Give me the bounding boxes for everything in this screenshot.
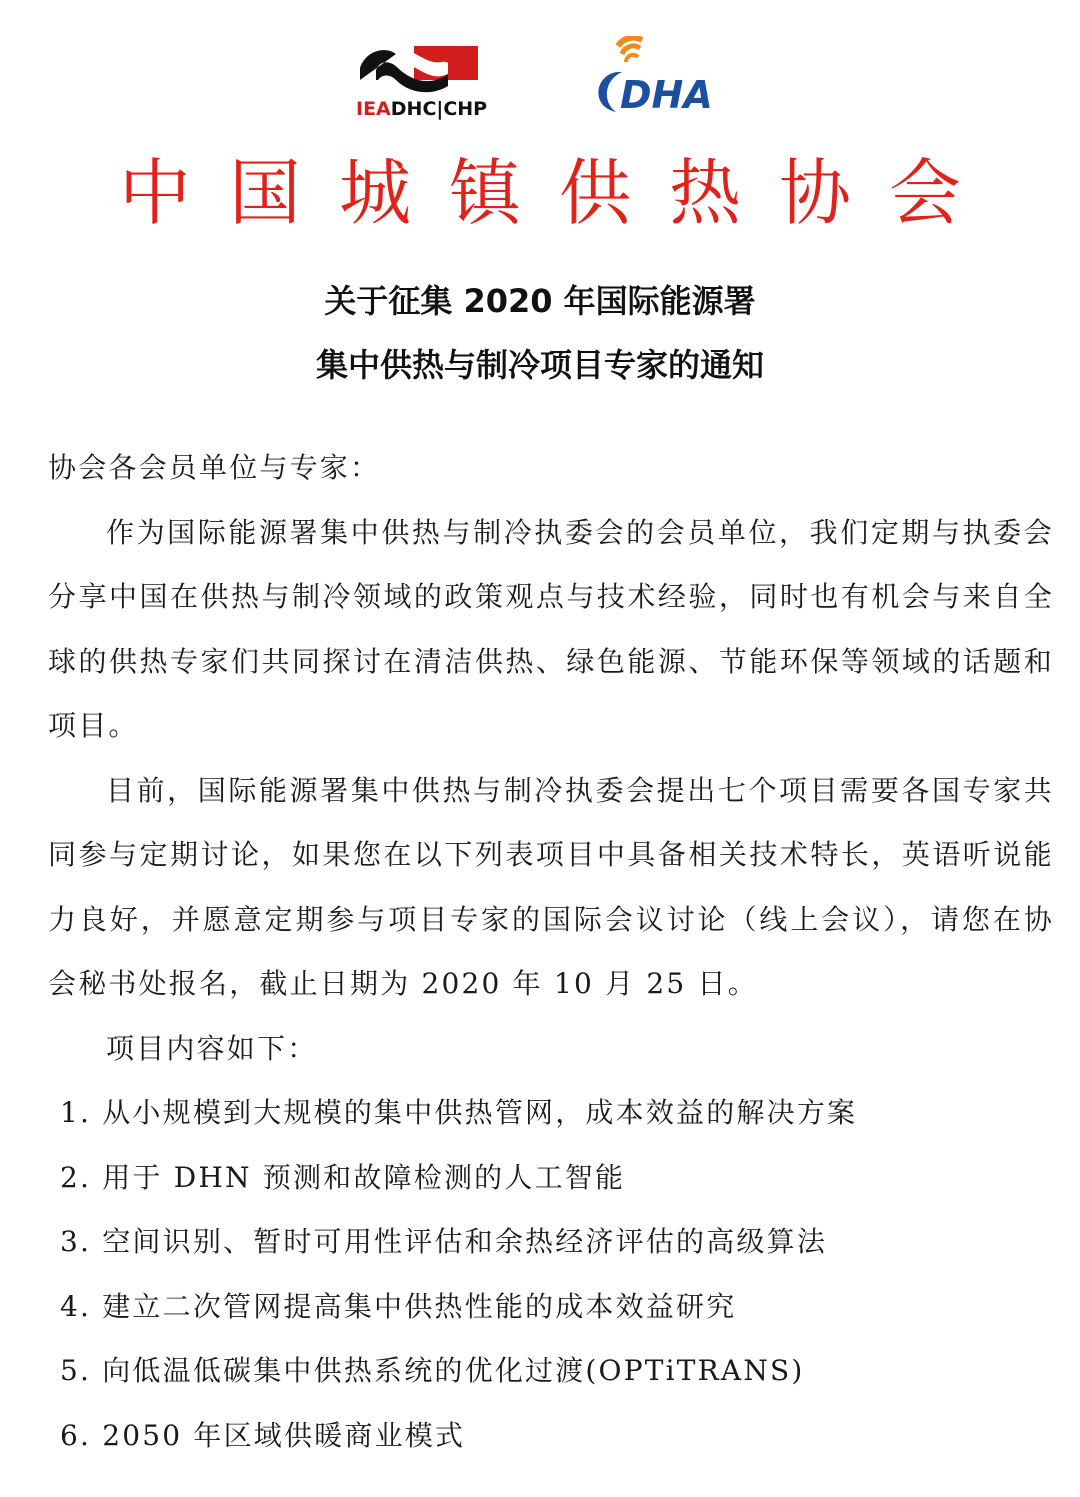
notice-title-line-2: 集中供热与制冷项目专家的通知 (315, 346, 764, 384)
list-item: 2. 用于 DHN 预测和故障检测的人工智能 (60, 1160, 626, 1194)
list-item: 4. 建立二次管网提高集中供热性能的成本效益研究 (60, 1289, 737, 1323)
paragraph-2: 目前，国际能源署集中供热与制冷执委会提出七个项目需要各国专家共同参与定期讨论，如果您在以下列表项目中具备相关技术特长，英语听说能力良好，并愿意定期参与项目专家的国际会议讨论（线上会议），请您在协会秘书处报名，截止日期为 2020 年 10 月 25 日。 (48, 773, 1054, 1000)
list-item: 5. 向低温低碳集中供热系统的优化过渡(OPTiTRANS) (60, 1354, 805, 1387)
iea-logo-text-red: IEA (356, 98, 391, 120)
list-item: 1. 从小规模到大规模的集中供热管网，成本效益的解决方案 (60, 1096, 858, 1129)
list-intro: 项目内容如下： (106, 1031, 318, 1065)
dha-logo-text: DHA (620, 73, 713, 116)
paragraph-1: 作为国际能源署集中供热与制冷执委会的会员单位，我们定期与执委会分享中国在供热与制冷领域的政策观点与技术经验，同时也有机会与来自全球的供热专家们共同探讨在清洁供热、绿色能源、节能环保等领域的话题和项目。 (48, 515, 1054, 742)
iea-logo-text-black: DHC|CHP (390, 98, 488, 120)
list-item: 3. 空间识别、暂时可用性评估和余热经济评估的高级算法 (60, 1225, 828, 1258)
iea-logo-text (356, 98, 487, 120)
project-list (48, 1081, 1054, 1468)
salutation: 协会各会员单位与专家： (48, 451, 381, 484)
notice-title-line-1: 关于征集 2020 年国际能源署 (324, 282, 756, 320)
organization-name: 中国城镇供热协会 (118, 151, 999, 235)
list-item: 6. 2050 年区域供暖商业模式 (60, 1418, 466, 1452)
logo-bar (0, 36, 1080, 126)
dha-logo-icon (582, 36, 732, 116)
notice-body (48, 436, 1054, 1468)
